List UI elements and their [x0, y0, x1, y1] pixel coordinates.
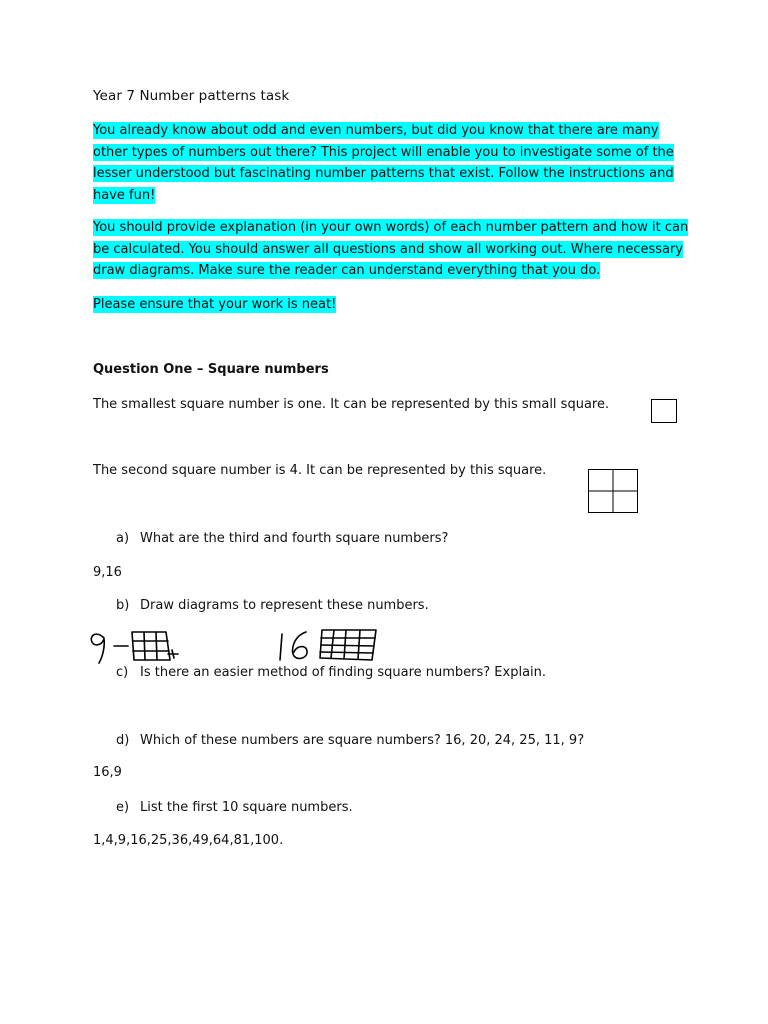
question-line-2: The second square number is 4. It can be represented by this square.	[93, 463, 547, 478]
sub-question-label: d)	[116, 733, 130, 748]
sub-question-text: Draw diagrams to represent these numbers.	[140, 598, 429, 613]
intro-paragraph-2	[93, 217, 693, 282]
sub-question-e	[116, 800, 353, 815]
sub-question-d	[116, 733, 584, 748]
highlighted-text: You already know about odd and even numbers, but did you know that there are many other types of numbers out there? This project will enable you to investigate some of the lesser understood but fascinating number patterns that exist. Follow the instructions and have fun!	[93, 123, 674, 203]
handwritten-nine-diagram	[88, 624, 188, 666]
sub-question-text: Is there an easier method of finding square numbers? Explain.	[140, 665, 547, 680]
sub-question-label: c)	[116, 665, 129, 680]
answer-a: 9,16	[93, 565, 122, 580]
question-line-1: The smallest square number is one. It can be represented by this small square.	[93, 397, 610, 412]
sub-question-b	[116, 598, 429, 613]
question-title: Question One – Square numbers	[93, 362, 329, 377]
sub-question-label: b)	[116, 598, 130, 613]
sub-question-text: List the first 10 square numbers.	[140, 800, 353, 815]
sub-question-label: a)	[116, 531, 130, 546]
answer-e: 1,4,9,16,25,36,49,64,81,100.	[93, 833, 284, 848]
sub-question-c	[116, 665, 546, 680]
two-by-two-grid-diagram	[588, 469, 638, 513]
small-square-diagram	[651, 399, 677, 423]
highlighted-text: Please ensure that your work is neat!	[93, 297, 337, 312]
document-title: Year 7 Number patterns task	[93, 88, 290, 104]
sub-question-a	[116, 531, 448, 546]
highlighted-text: You should provide explanation (in your own words) of each number pattern and how it can be calculated. You should answer all questions and show all working out. Where necessary draw diagrams. Make sure the reader can understand everything that you do.	[93, 220, 689, 278]
intro-paragraph-3	[93, 294, 693, 316]
sub-question-text: What are the third and fourth square numbers?	[140, 531, 449, 546]
sub-question-text: Which of these numbers are square numbers? 16, 20, 24, 25, 11, 9?	[140, 733, 585, 748]
handwritten-sixteen-diagram	[276, 624, 384, 666]
sub-question-label: e)	[116, 800, 130, 815]
answer-d: 16,9	[93, 765, 122, 780]
intro-paragraph-1	[93, 120, 693, 206]
